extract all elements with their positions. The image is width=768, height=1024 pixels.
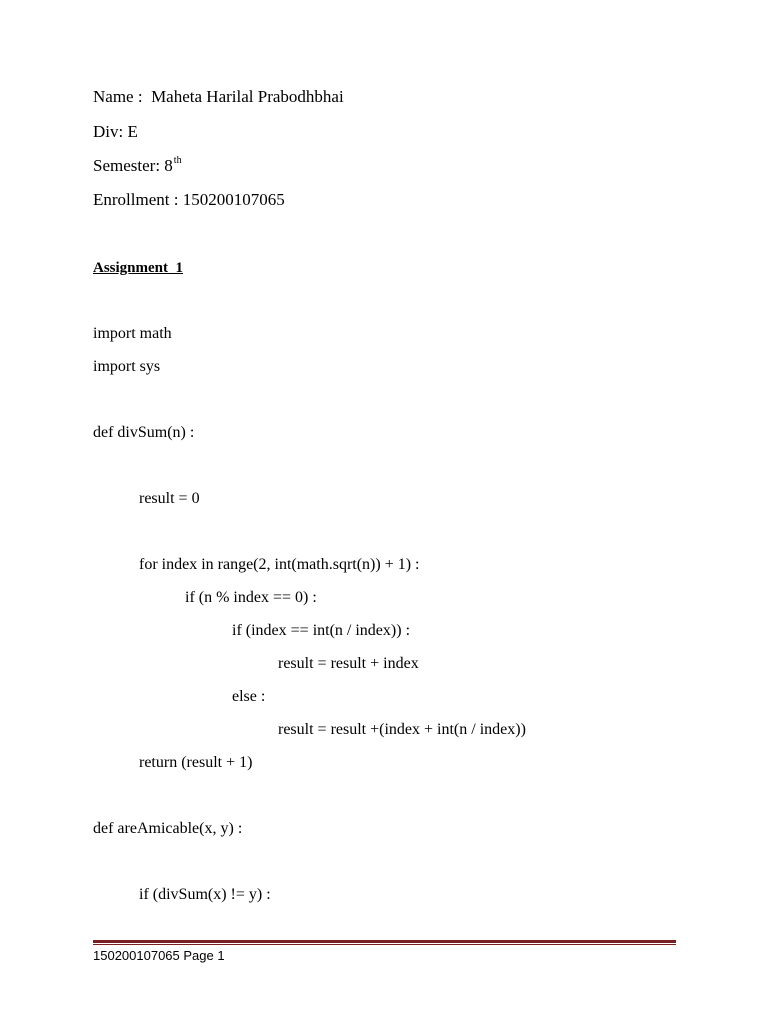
student-enrollment: Enrollment : 150200107065 xyxy=(93,190,285,209)
student-name: Name : Maheta Harilal Prabodhbhai xyxy=(93,87,344,106)
code-line-12: def areAmicable(x, y) : xyxy=(93,820,243,837)
code-line-9: else : xyxy=(232,688,266,705)
code-line-3: def divSum(n) : xyxy=(93,424,195,441)
code-line-10: result = result +(index + int(n / index)) xyxy=(278,721,526,738)
semester-superscript: th xyxy=(173,155,182,167)
code-line-6: if (n % index == 0) : xyxy=(185,589,317,606)
footer-divider-thin xyxy=(93,944,676,945)
footer-divider xyxy=(93,940,676,946)
code-line-11: return (result + 1) xyxy=(139,754,253,771)
code-line-1: import math xyxy=(93,325,172,342)
semester-text: Semester: 8 xyxy=(93,156,173,175)
page-footer: 150200107065 Page 1 xyxy=(93,948,225,963)
assignment-title: Assignment 1 xyxy=(93,260,184,276)
code-line-4: result = 0 xyxy=(139,490,200,507)
student-semester xyxy=(93,156,182,176)
code-line-2: import sys xyxy=(93,358,161,375)
code-line-8: result = result + index xyxy=(278,655,419,672)
code-line-7: if (index == int(n / index)) : xyxy=(232,622,411,639)
footer-divider-thick xyxy=(93,940,676,943)
student-division: Div: E xyxy=(93,122,138,141)
code-line-13: if (divSum(x) != y) : xyxy=(139,886,271,903)
code-line-5: for index in range(2, int(math.sqrt(n)) + 1) : xyxy=(139,556,420,573)
